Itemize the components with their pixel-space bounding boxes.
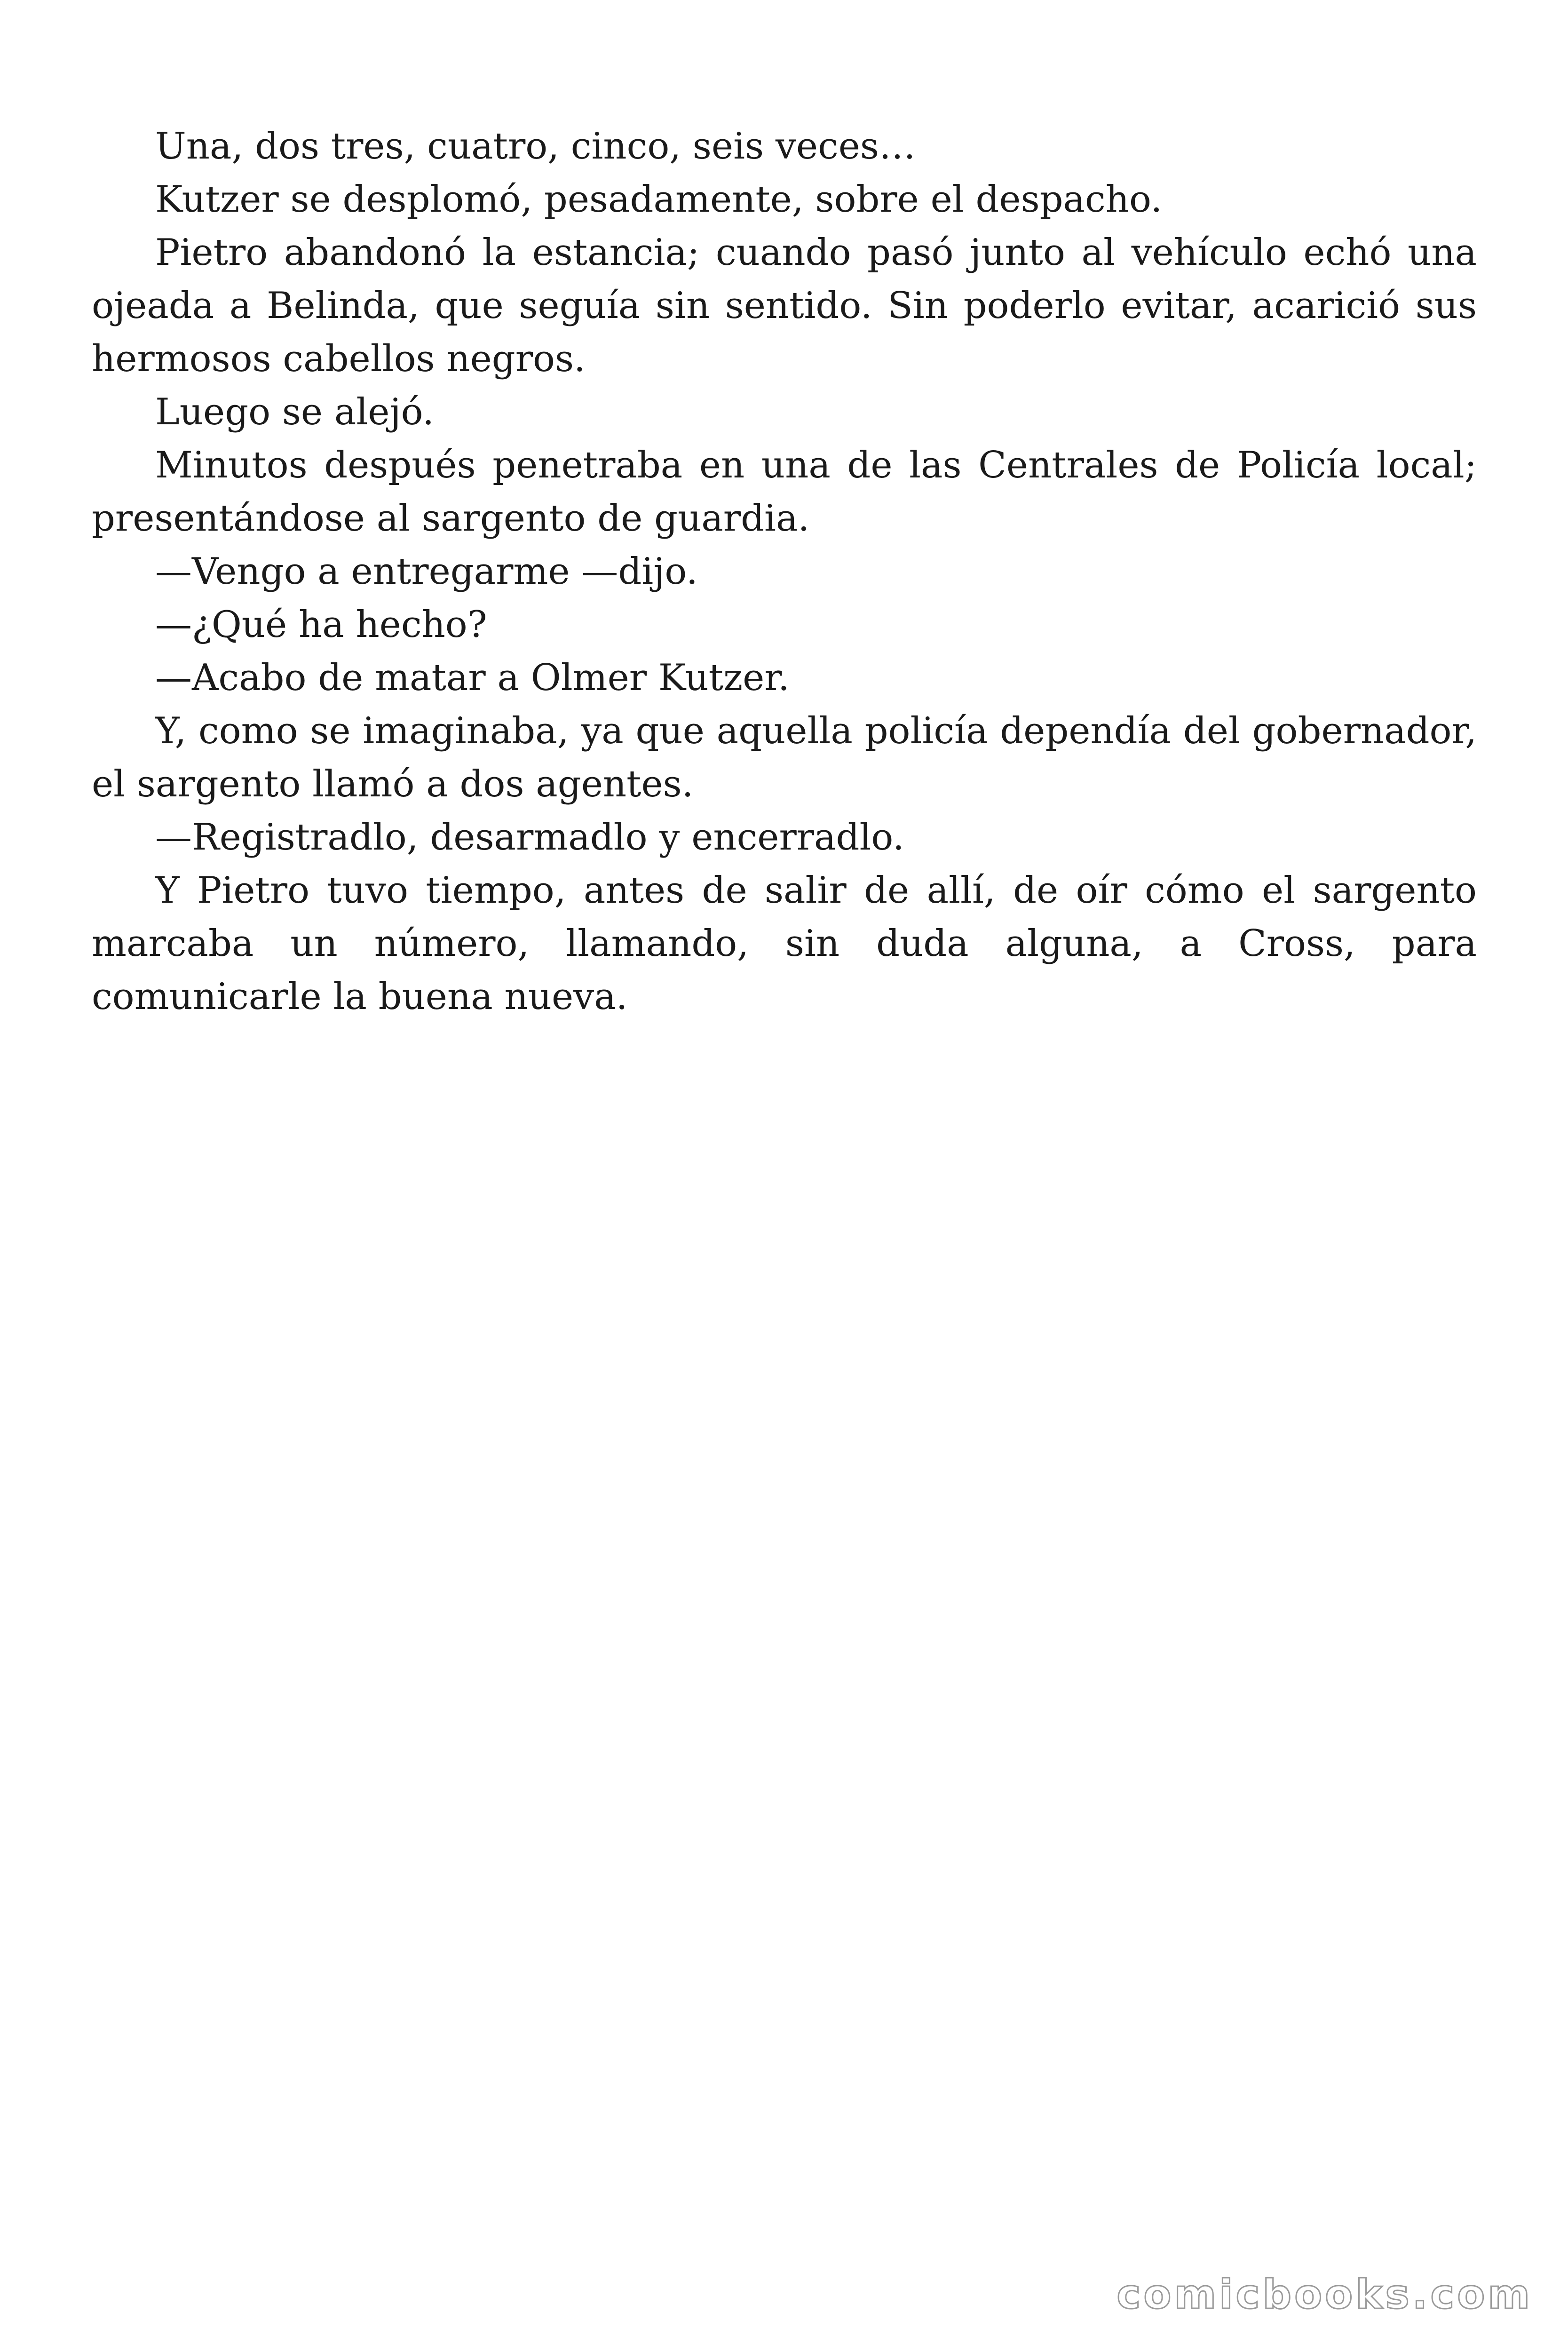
paragraph-9: Y, como se imaginaba, ya que aquella policía dependía del gobernador, el sargento llamó a dos agentes. <box>92 710 1477 805</box>
paragraph-4: Luego se alejó. <box>155 391 435 433</box>
paragraph-2: Kutzer se desplomó, pesadamente, sobre el despacho. <box>155 178 1163 221</box>
page-body <box>92 120 1477 1024</box>
paragraph-8: —Acabo de matar a Olmer Kutzer. <box>155 657 790 699</box>
paragraph-11: Y Pietro tuvo tiempo, antes de salir de allí, de oír cómo el sargento marcaba un número, llamando, sin duda alguna, a Cross, para comunicarle la buena nueva. <box>92 869 1477 1018</box>
paragraph-6: —Vengo a entregarme —dijo. <box>155 550 698 593</box>
paragraph-3: Pietro abandonó la estancia; cuando pasó junto al vehículo echó una ojeada a Belinda, que seguía sin sentido. Sin poderlo evitar, acarició sus hermosos cabellos negros. <box>92 231 1477 380</box>
paragraph-5: Minutos después penetraba en una de las Centrales de Policía local; presentándose al sargento de guardia. <box>92 444 1477 540</box>
paragraph-1: Una, dos tres, cuatro, cinco, seis veces… <box>155 125 916 167</box>
watermark: comicbooks.com <box>1117 2271 1533 2318</box>
paragraph-10: —Registradlo, desarmadlo y encerradlo. <box>155 816 904 858</box>
paragraph-7: —¿Qué ha hecho? <box>155 604 487 646</box>
